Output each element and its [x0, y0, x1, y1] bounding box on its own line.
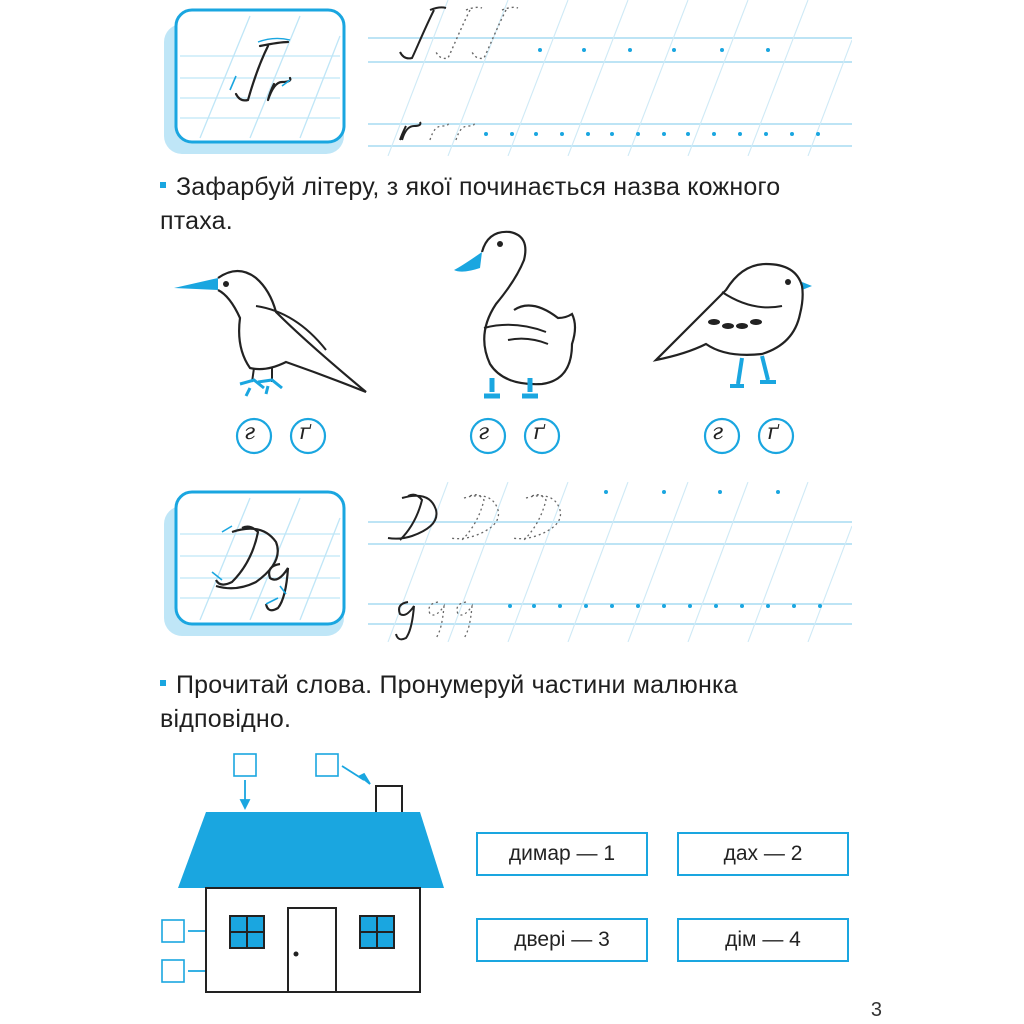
- task-1-instruction: Зафарбуй літеру, з якої починається назва кожного птаха.: [160, 173, 781, 235]
- label-chimney: димар — 1: [476, 832, 648, 876]
- label-door: двері — 3: [476, 918, 648, 962]
- answer-box-window: [162, 920, 184, 942]
- letter-card-g: [160, 6, 350, 156]
- sparrow-icon: [652, 262, 818, 394]
- writing-lines-d: [368, 482, 852, 642]
- choice-gh-2[interactable]: ґ: [533, 420, 545, 445]
- choice-g-2[interactable]: г: [478, 420, 490, 445]
- label-house: дім — 4: [677, 918, 849, 962]
- task-2-instruction: Прочитай слова. Пронумеруй частини малюнка відповідно.: [160, 671, 738, 733]
- choice-gh-1[interactable]: ґ: [299, 420, 311, 445]
- letter-card-d: [160, 488, 350, 638]
- bullet-icon: [160, 680, 166, 686]
- writing-lines-g: [368, 0, 852, 156]
- bullet-icon: [160, 182, 166, 188]
- door: [288, 908, 336, 992]
- answer-box-house: [162, 960, 184, 982]
- house-icon: [150, 742, 460, 998]
- crow-icon: [170, 258, 370, 398]
- answer-box-chimney: [316, 754, 338, 776]
- choice-circles-row: [228, 414, 832, 458]
- label-roof: дах — 2: [677, 832, 849, 876]
- choice-g-1[interactable]: г: [244, 420, 256, 445]
- choice-gh-3[interactable]: ґ: [767, 420, 779, 445]
- answer-box-roof: [234, 754, 256, 776]
- choice-g-3[interactable]: г: [712, 420, 724, 445]
- goose-icon: [448, 228, 578, 404]
- roof: [178, 812, 444, 888]
- page-number: 3: [870, 999, 882, 1021]
